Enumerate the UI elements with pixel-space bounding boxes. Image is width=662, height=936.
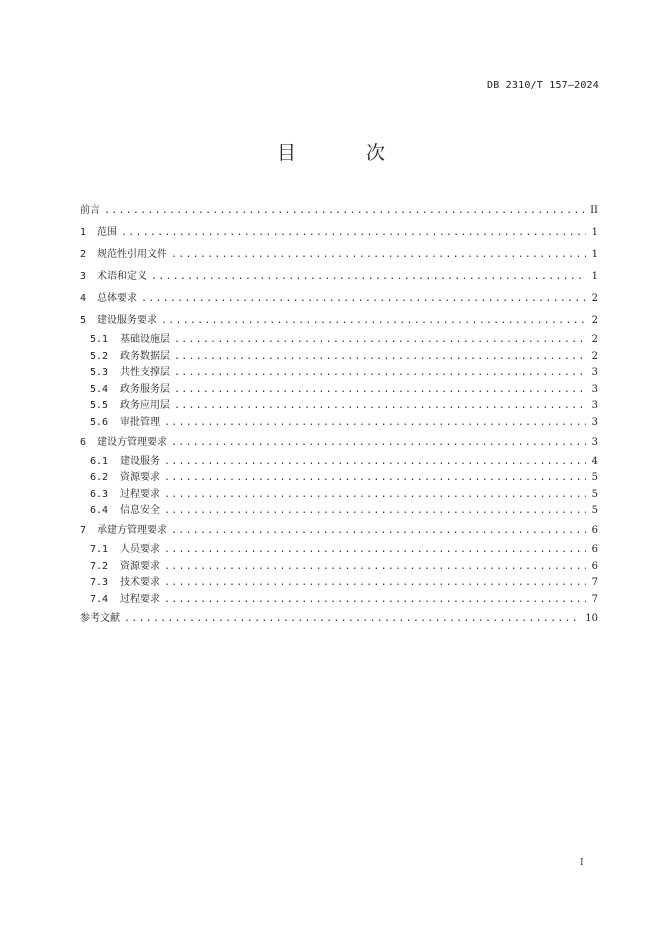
toc-entry-page: 3 [591, 383, 598, 395]
toc-entry-page: 2 [591, 334, 598, 345]
toc-dot-leader [161, 310, 586, 332]
toc-dot-leader [164, 592, 586, 609]
toc-entry[interactable] [80, 470, 598, 487]
toc-entry[interactable] [80, 542, 598, 559]
toc-entry-number: 7.2 [90, 560, 109, 572]
toc-entry-title: 过程要求 [120, 488, 160, 500]
toc-entry-title: 信息安全 [120, 505, 160, 517]
toc-entry[interactable] [80, 288, 598, 310]
toc-entry-title: 总体要求 [97, 293, 137, 304]
toc-dot-leader [164, 454, 586, 471]
toc-entry-title: 资源要求 [120, 472, 160, 484]
toc-entry-number: 5 [80, 315, 87, 326]
toc-entry-number: 2 [80, 249, 87, 260]
toc-entry-number: 7.1 [90, 543, 109, 555]
page-number: I [580, 858, 584, 868]
toc-entry[interactable] [80, 503, 598, 520]
toc-entry[interactable] [80, 382, 598, 399]
toc-dot-leader [174, 365, 586, 382]
toc-entry-page: 3 [591, 400, 598, 412]
toc-entry-number: 6 [80, 436, 87, 448]
toc-entry-title: 建设服务要求 [97, 315, 157, 326]
toc-entry-title: 范围 [97, 227, 117, 238]
toc-entry[interactable] [80, 222, 598, 244]
toc-entry[interactable] [80, 575, 598, 592]
toc-entry-title: 承建方管理要求 [97, 524, 167, 536]
toc-entry-number: 4 [80, 293, 87, 304]
toc-entry-page: 2 [591, 293, 598, 304]
toc-title: 目 次 [276, 142, 418, 164]
toc-dot-leader [164, 415, 586, 432]
toc-entry-title: 基础设施层 [120, 334, 170, 345]
toc-entry[interactable] [80, 432, 598, 454]
toc-dot-leader [164, 470, 586, 487]
toc-entry-title: 建设方管理要求 [97, 436, 167, 448]
toc-dot-leader [104, 200, 586, 222]
toc-entry[interactable] [80, 332, 598, 349]
toc-dot-leader [171, 244, 586, 266]
toc-entry-page: 2 [591, 315, 598, 326]
toc-entry-number: 5.5 [90, 400, 109, 412]
toc-entry[interactable] [80, 244, 598, 266]
toc-dot-leader [164, 559, 586, 576]
toc-entry-number: 6.3 [90, 488, 109, 500]
toc-dot-leader [141, 288, 586, 310]
toc-entry[interactable] [80, 608, 598, 630]
toc-entry-page: 5 [591, 505, 598, 517]
toc-entry-number: 1 [80, 227, 87, 238]
toc-entry-page: 6 [591, 560, 598, 572]
toc-entry-page: 10 [585, 613, 598, 625]
toc-entry-title: 规范性引用文件 [97, 249, 167, 260]
toc-entry-title: 术语和定义 [97, 271, 147, 282]
toc-dot-leader [174, 398, 586, 415]
toc-entry-title: 政务服务层 [120, 383, 170, 395]
toc-entry-page: 4 [591, 455, 598, 467]
toc-entry-page: 7 [591, 577, 598, 589]
toc-entry-title: 共性支撑层 [120, 367, 170, 379]
toc-entry-title: 前言 [80, 205, 100, 216]
toc-entry-number: 5.6 [90, 416, 109, 428]
toc-entry[interactable] [80, 454, 598, 471]
toc-entry[interactable] [80, 310, 598, 332]
toc-entry-title: 资源要求 [120, 560, 160, 572]
toc-dot-leader [164, 503, 586, 520]
toc-entry-page: 5 [591, 472, 598, 484]
toc-entry[interactable] [80, 349, 598, 366]
toc-dot-leader [164, 542, 586, 559]
toc-entry-number: 3 [80, 271, 87, 282]
toc-entry-number: 6.4 [90, 505, 109, 517]
toc-entry-number: 5.3 [90, 367, 109, 379]
toc-dot-leader [171, 432, 586, 454]
toc-entry-title: 审批管理 [120, 416, 160, 428]
toc-entry-number: 7.4 [90, 593, 109, 605]
toc-entry[interactable] [80, 266, 598, 288]
toc-entry[interactable] [80, 200, 598, 222]
toc-entry-number: 5.4 [90, 383, 109, 395]
toc-entry-number: 7 [80, 524, 87, 536]
toc-entry-number: 6.2 [90, 472, 109, 484]
toc-entry-page: 1 [591, 227, 598, 238]
toc-entry[interactable] [80, 592, 598, 609]
toc-entry-page: 5 [591, 488, 598, 500]
toc-entry-number: 5.2 [90, 350, 109, 362]
toc-entry-page: 6 [591, 524, 598, 536]
toc-entry-title: 人员要求 [120, 543, 160, 555]
toc-entry-title: 建设服务 [120, 455, 160, 467]
toc-entry-page: 1 [591, 271, 598, 282]
toc-entry-page: 6 [591, 543, 598, 555]
toc-entry-number: 7.3 [90, 577, 109, 589]
toc-dot-leader [174, 332, 586, 349]
toc-entry-title: 技术要求 [120, 577, 160, 589]
toc-dot-leader [171, 520, 586, 542]
document-code: DB 2310/T 157—2024 [487, 80, 599, 91]
toc-dot-leader [124, 608, 581, 630]
toc-entry[interactable] [80, 559, 598, 576]
toc-dot-leader [174, 382, 586, 399]
toc-entry-number: 6.1 [90, 455, 109, 467]
toc-entry-number: 5.1 [90, 334, 109, 345]
toc-dot-leader [164, 487, 586, 504]
toc-dot-leader [174, 349, 586, 366]
toc-dot-leader [164, 575, 586, 592]
toc-entry[interactable] [80, 398, 598, 415]
toc-entry-page: 3 [591, 436, 598, 448]
toc-entry-title: 政务数据层 [120, 350, 170, 362]
toc-entry[interactable] [80, 365, 598, 382]
toc-entry-page: 7 [591, 593, 598, 605]
toc-entry-page: 3 [591, 416, 598, 428]
toc-entry-title: 过程要求 [120, 593, 160, 605]
toc-entry-page: II [590, 205, 598, 216]
toc-dot-leader [151, 266, 586, 288]
toc-entry-title: 参考文献 [80, 613, 120, 625]
table-of-contents [80, 200, 598, 630]
toc-entry-page: 1 [591, 249, 598, 260]
toc-entry[interactable] [80, 487, 598, 504]
toc-entry[interactable] [80, 520, 598, 542]
toc-entry[interactable] [80, 415, 598, 432]
toc-dot-leader [121, 222, 586, 244]
toc-entry-page: 3 [591, 367, 598, 379]
toc-entry-page: 2 [591, 350, 598, 362]
toc-entry-title: 政务应用层 [120, 400, 170, 412]
